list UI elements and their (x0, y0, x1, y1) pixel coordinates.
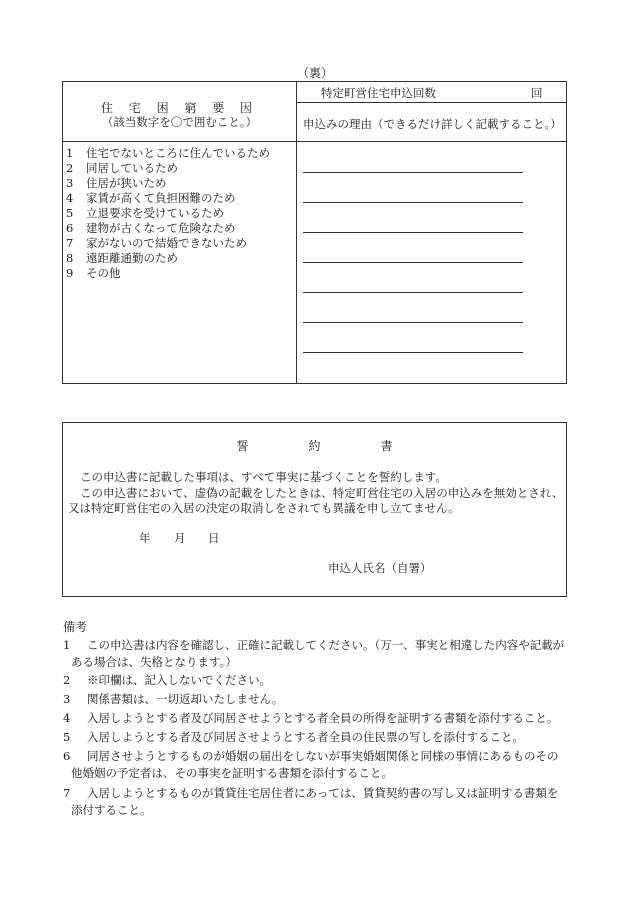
pledge-title: 誓 約 書 (236, 439, 393, 453)
housing-factor-list (66, 146, 270, 281)
note-item: 6 同居させようとするものが婚姻の届出をしないが事実婚姻関係と同様の事情にあるものその 他婚姻の予定者は、その事実を証明する書類を添付すること。 (63, 749, 559, 780)
reason-label: 申込みの理由（できるだけ詳しく記載すること。） (303, 117, 562, 131)
factor-item[interactable]: 3 住居が狭いため (66, 176, 167, 190)
note-item: 1 この申込書は内容を確認し、正確に記載してください。（万一、事実と相違した内容や記載が ある場合は、失格となります。） (63, 638, 565, 669)
reason-write-line[interactable] (303, 352, 523, 353)
factor-item[interactable]: 9 その他 (66, 266, 121, 280)
date-day-label: 日 (208, 531, 220, 545)
pledge-paragraph-2-line-1: この申込書において、虚偽の記載をしたときは、特定町営住宅の入居の申込みを無効とされ、 (80, 486, 564, 500)
notes-title: 備考 (63, 620, 88, 634)
factor-item[interactable]: 4 家賃が高くて負担困難のため (66, 191, 236, 205)
table-divider-vertical (296, 81, 297, 384)
factor-item[interactable]: 8 遠距離通勤のため (66, 251, 178, 265)
page-side-label: （裏） (296, 66, 333, 80)
table-divider-left (62, 141, 297, 142)
date-year-label: 年 (139, 531, 151, 545)
reason-write-line[interactable] (303, 202, 523, 203)
factor-item[interactable]: 6 建物が古くなって危険なため (66, 221, 236, 235)
note-item: 4 入居しようとする者及び同居させようとする者全員の所得を証明する書類を添付すること。 (63, 711, 559, 725)
note-item: 5 入居しようとする者及び同居させようとする者全員の住民票の写しを添付すること。 (63, 730, 524, 744)
application-count-unit: 回 (531, 86, 543, 100)
date-month-label: 月 (174, 531, 186, 545)
factor-header-instruction: （該当数字を〇で囲むこと。） (101, 115, 258, 129)
factor-item[interactable]: 7 家がないので結婚できないため (66, 236, 247, 250)
factor-item[interactable]: 5 立退要求を受けているため (66, 206, 224, 220)
table-divider-right-top (296, 102, 567, 103)
note-item: 7 入居しようとするものが賃貸住宅居住者にあっては、賃貸契約書の写し又は証明する書類を 添付すること。 (63, 786, 559, 817)
factor-item[interactable]: 2 同居しているため (66, 161, 178, 175)
reason-write-line[interactable] (303, 172, 523, 173)
application-count-label: 特定町営住宅申込回数 (321, 86, 436, 100)
reason-write-line[interactable] (303, 322, 523, 323)
factor-item[interactable]: 1 住宅でないところに住んでいるため (66, 146, 270, 160)
pledge-paragraph-1: この申込書に記載した事項は、すべて事実に基づくことを誓約します。 (80, 470, 447, 484)
reason-write-line[interactable] (303, 232, 523, 233)
reason-write-line[interactable] (303, 292, 523, 293)
reason-write-line[interactable] (303, 262, 523, 263)
pledge-paragraph-2-line-2: 又は特定町営住宅の入居の決定の取消しをされても異議を申し立てません。 (68, 501, 460, 515)
note-item: 3 関係書類は、一切返却いたしません。 (63, 692, 284, 706)
table-divider-right-bottom (296, 141, 567, 142)
signer-name-label: 申込人氏名（自署） (328, 561, 432, 575)
note-item: 2 ※印欄は、記入しないでください。 (63, 673, 271, 687)
factor-header-title: 住 宅 困 窮 要 因 (100, 101, 259, 115)
